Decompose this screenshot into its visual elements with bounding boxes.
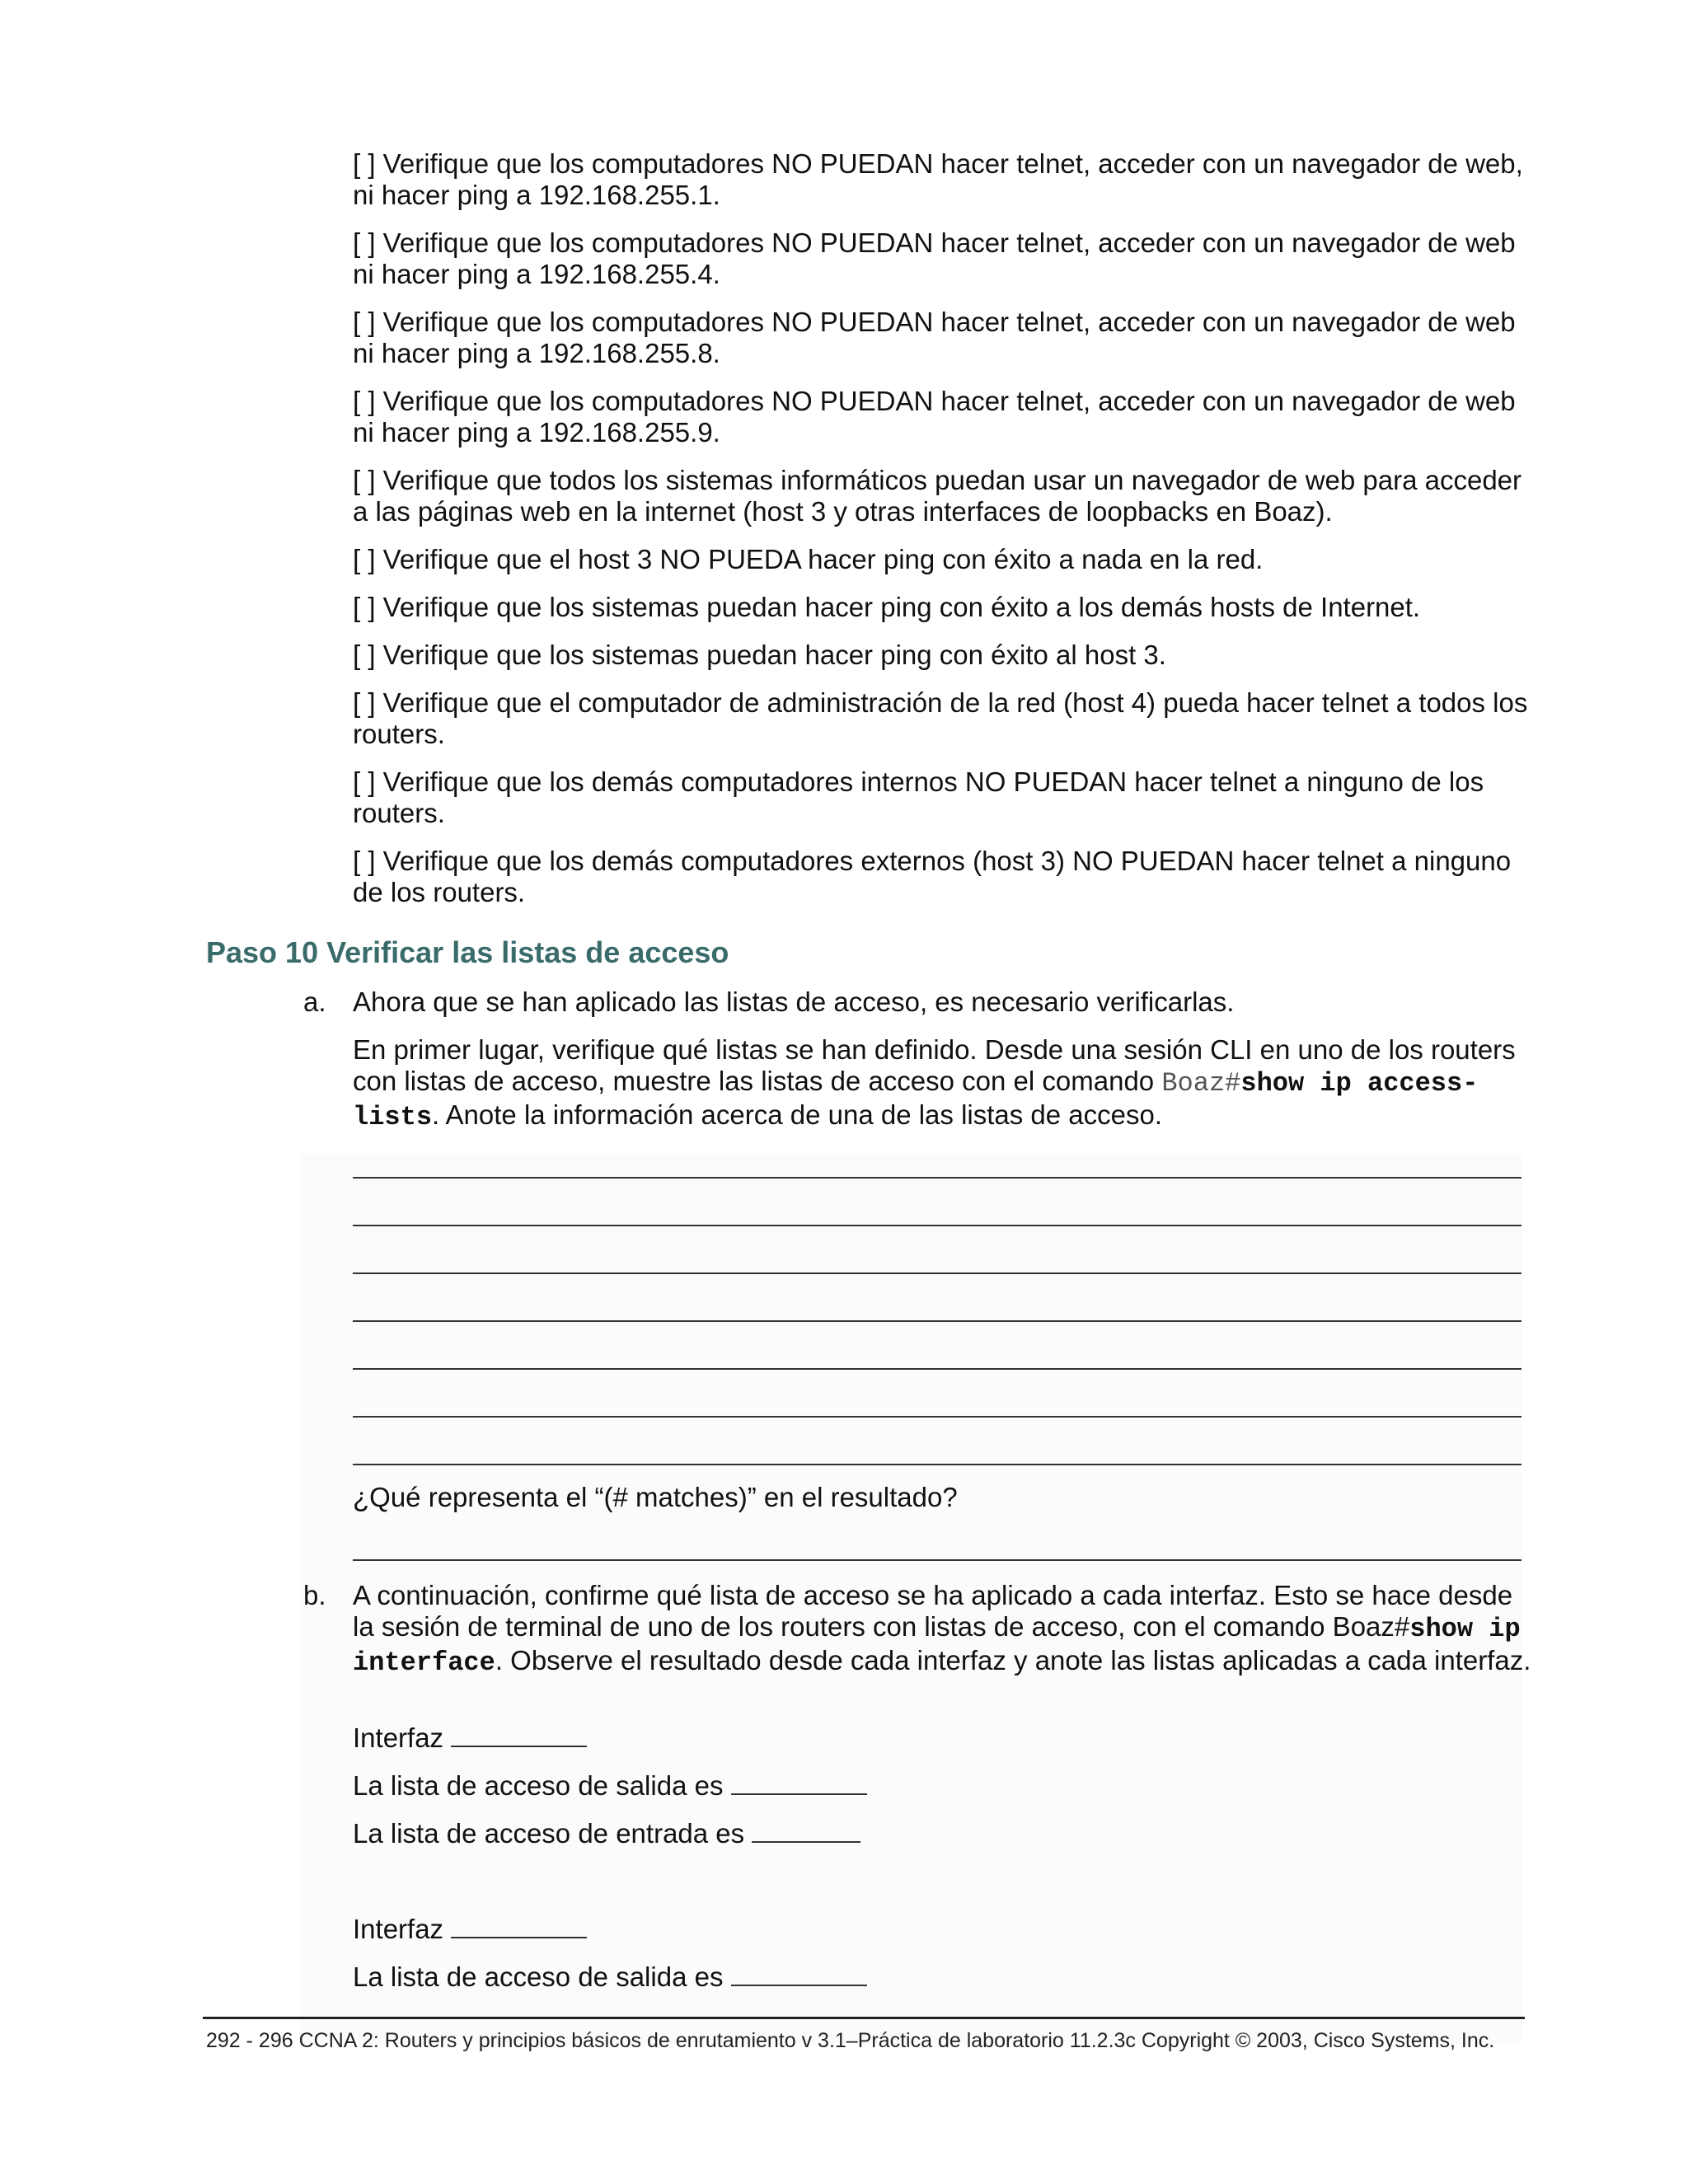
item-b-body: [353, 1580, 1540, 1679]
interface-label: Interfaz: [353, 1722, 444, 1753]
item-a-text-2: . Anote la información acerca de una de las listas de acceso.: [432, 1099, 1163, 1130]
item-a-intro: Ahora que se han aplicado las listas de acceso, es necesario verificarlas.: [353, 987, 1235, 1017]
interface-row-2: [353, 1914, 587, 1945]
checklist-item: [ ] Verifique que el host 3 NO PUEDA hacer ping con éxito a nada en la red.: [353, 544, 1264, 574]
item-b-instructions: [353, 1580, 1540, 1679]
outbound-label: La lista de acceso de salida es: [353, 1961, 724, 1992]
interface-blank[interactable]: [451, 1936, 587, 1938]
matches-question: ¿Qué representa el “(# matches)” en el resultado?: [353, 1482, 958, 1512]
inbound-blank[interactable]: [752, 1840, 860, 1843]
checklist-item: [ ] Verifique que el computador de administración de la red (host 4) pueda hacer telnet a todos los routers.: [353, 687, 1528, 749]
answer-line[interactable]: [353, 1464, 1522, 1465]
interface-label: Interfaz: [353, 1914, 444, 1944]
item-b-text-1: A continuación, confirme qué lista de acceso se ha aplicado a cada interfaz. Esto se hace desde la sesión de terminal de uno de los routers con listas de acceso, con el comando Boaz#: [353, 1580, 1513, 1642]
answer-line[interactable]: [353, 1416, 1522, 1418]
outbound-row-2: [353, 1961, 867, 1993]
verification-checklist: [353, 148, 1540, 925]
checklist-item: [ ] Verifique que los sistemas puedan hacer ping con éxito al host 3.: [353, 640, 1166, 670]
outbound-blank[interactable]: [731, 1984, 867, 1986]
answer-line[interactable]: [353, 1320, 1522, 1322]
checklist-item: [ ] Verifique que los computadores NO PUEDAN hacer telnet, acceder con un navegador de web ni hacer ping a 192.168.255.8.: [353, 307, 1516, 368]
answer-line[interactable]: [353, 1368, 1522, 1370]
checklist-item: [ ] Verifique que los computadores NO PUEDAN hacer telnet, acceder con un navegador de web ni hacer ping a 192.168.255.4.: [353, 227, 1516, 289]
page-footer: 292 - 296 CCNA 2: Routers y principios básicos de enrutamiento v 3.1–Práctica de laboratorio 11.2.3c Copyright © 2003, Cisco Systems, Inc.: [206, 2029, 1495, 2052]
interface-row-1: [353, 1722, 587, 1754]
checklist-item: [ ] Verifique que los computadores NO PUEDAN hacer telnet, acceder con un navegador de web, ni hacer ping a 192.168.255.1.: [353, 148, 1523, 210]
item-a-body: [353, 987, 1540, 1133]
step-heading: Paso 10 Verificar las listas de acceso: [206, 935, 729, 969]
item-b-text-2: . Observe el resultado desde cada interfaz y anote las listas aplicadas a cada interfaz.: [495, 1645, 1531, 1675]
outbound-row-1: [353, 1770, 867, 1802]
checklist-item: [ ] Verifique que los computadores NO PUEDAN hacer telnet, acceder con un navegador de web ni hacer ping a 192.168.255.9.: [353, 386, 1516, 448]
answer-line[interactable]: [353, 1177, 1522, 1179]
checklist-item: [ ] Verifique que los demás computadores internos NO PUEDAN hacer telnet a ninguno de los routers.: [353, 766, 1484, 828]
interface-blank[interactable]: [451, 1745, 587, 1747]
item-a-text-1: En primer lugar, verifique qué listas se han definido. Desde una sesión CLI en uno de los routers con listas de acceso, muestre las listas de acceso con el comando: [353, 1034, 1516, 1096]
answer-line[interactable]: [353, 1272, 1522, 1274]
checklist-item: [ ] Verifique que los demás computadores externos (host 3) NO PUEDAN hacer telnet a ninguno de los routers.: [353, 846, 1512, 907]
cli-command-show-ip-interface: show ip interface: [353, 1614, 1521, 1678]
item-b-letter: b.: [303, 1580, 326, 1610]
inbound-row-1: [353, 1818, 860, 1849]
answer-line[interactable]: [353, 1559, 1522, 1561]
answer-line[interactable]: [353, 1225, 1522, 1226]
outbound-blank[interactable]: [731, 1793, 867, 1795]
item-a-letter: a.: [303, 987, 326, 1017]
cli-command-show-access-lists: show ip access-lists: [353, 1068, 1479, 1132]
cli-prompt: Boaz#: [1161, 1068, 1241, 1099]
item-a-instructions: [353, 1034, 1540, 1133]
footer-rule: [203, 2017, 1525, 2019]
checklist-item: [ ] Verifique que todos los sistemas informáticos puedan usar un navegador de web para acceder a las páginas web en la internet (host 3 y otras interfaces de loopbacks en Boaz).: [353, 465, 1522, 527]
outbound-label: La lista de acceso de salida es: [353, 1770, 724, 1801]
inbound-label: La lista de acceso de entrada es: [353, 1818, 745, 1849]
checklist-item: [ ] Verifique que los sistemas puedan hacer ping con éxito a los demás hosts de Internet.: [353, 592, 1421, 622]
